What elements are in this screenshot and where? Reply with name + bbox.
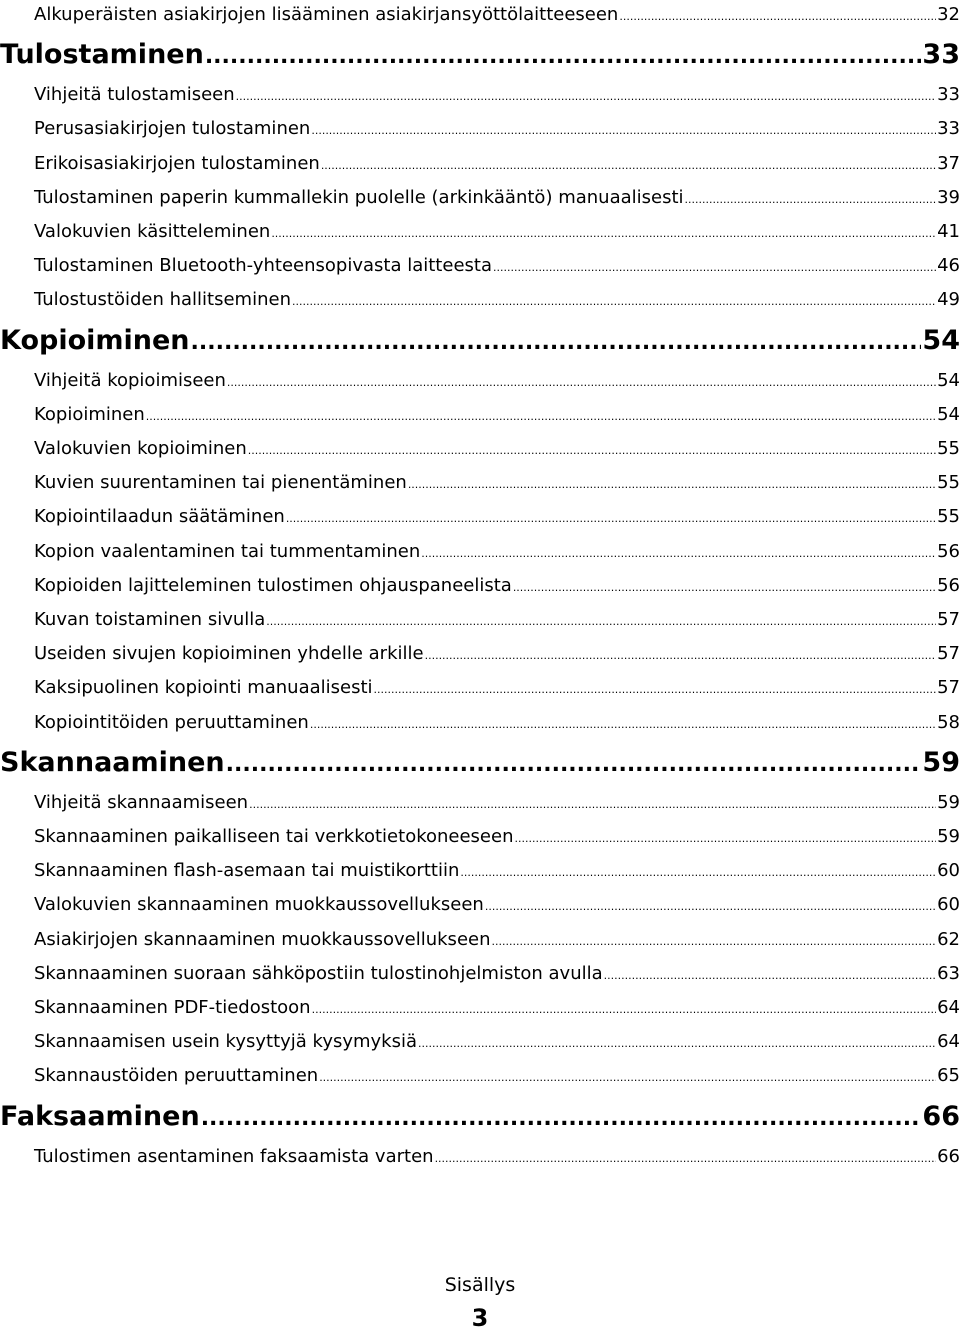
toc-entry-page: 54 (922, 324, 960, 356)
toc-entry-page: 56 (937, 574, 960, 596)
toc-entry-title: Kopiointitöiden peruuttaminen (34, 711, 309, 733)
toc-subsection-entry[interactable] (0, 1140, 960, 1174)
toc-dot-leader (201, 1096, 922, 1142)
toc-entry-page: 41 (937, 221, 960, 242)
toc-entry-title: Kuvien suurentaminen tai pienentäminen (34, 472, 407, 494)
toc-entry-page: 33 (937, 118, 960, 140)
toc-entry-title: Vihjeitä tulostamiseen (34, 84, 235, 106)
toc-dot-leader (319, 1061, 936, 1095)
toc-entry-page: 39 (937, 186, 960, 208)
toc-subsection-entry[interactable] (0, 215, 960, 249)
toc-dot-leader (515, 822, 937, 856)
toc-dot-leader (493, 251, 936, 285)
toc-entry-page: 33 (937, 84, 960, 106)
toc-entry-page: 57 (937, 677, 960, 699)
toc-entry-title: Faksaaminen (0, 1100, 200, 1132)
toc-subsection-entry[interactable] (0, 637, 960, 671)
toc-entry-title: Asiakirjojen skannaaminen muokkaussovellukseen (34, 928, 491, 950)
toc-dot-leader (146, 400, 936, 434)
toc-dot-leader (374, 673, 937, 707)
toc-subsection-entry[interactable] (0, 888, 960, 922)
toc-entry-page: 55 (937, 506, 960, 528)
toc-entry-page: 57 (937, 609, 960, 630)
toc-entry-page: 66 (937, 1145, 960, 1167)
toc-entry-page: 63 (937, 962, 960, 984)
toc-entry-title: Skannaamisen usein kysyttyjä kysymyksiä (34, 1031, 418, 1053)
toc-entry-page: 55 (937, 438, 960, 459)
toc-entry-title: Kaksipuolinen kopiointi manuaalisesti (34, 677, 373, 699)
toc-entry-title: Erikoisasiakirjojen tulostaminen (34, 152, 320, 174)
toc-entry-page: 62 (937, 928, 960, 950)
toc-subsection-entry[interactable] (0, 283, 960, 317)
toc-dot-leader (205, 34, 922, 80)
toc-dot-leader (604, 959, 936, 993)
toc-entry-title: Skannaaminen PDF-tiedostoon (34, 997, 311, 1018)
toc-entry-page: 59 (922, 746, 960, 778)
toc-entry-title: Tulostaminen paperin kummallekin puolelle (arkinkääntö) manuaalisesti (34, 186, 684, 208)
toc-subsection-entry[interactable] (0, 500, 960, 534)
toc-dot-leader (492, 925, 937, 959)
toc-entry-title: Tulostimen asentaminen faksaamista varten (34, 1145, 434, 1167)
toc-entry-title: Kopioiminen (0, 324, 190, 356)
toc-entry-title: Vihjeitä kopioimiseen (34, 369, 226, 391)
toc-entry-page: 32 (937, 4, 960, 25)
toc-subsection-entry[interactable] (0, 923, 960, 957)
toc-entry-title: Tulostaminen Bluetooth-yhteensopivasta laitteesta (34, 255, 492, 277)
toc-entry-page: 37 (937, 152, 960, 174)
toc-entry-title: Skannaaminen suoraan sähköpostiin tulostinohjelmiston avulla (34, 962, 603, 984)
toc-entry-page: 64 (937, 997, 960, 1018)
toc-section-entry[interactable] (0, 740, 960, 786)
toc-dot-leader (425, 639, 937, 673)
toc-entry-title: Kopiointilaadun säätäminen (34, 506, 285, 528)
toc-subsection-entry[interactable] (0, 1025, 960, 1059)
toc-subsection-entry[interactable] (0, 398, 960, 432)
toc-entry-page: 55 (937, 472, 960, 494)
toc-entry-page: 65 (937, 1065, 960, 1087)
toc-subsection-entry[interactable] (0, 854, 960, 888)
toc-entry-title: Kopioiminen (34, 403, 145, 425)
toc-dot-leader (226, 742, 922, 788)
toc-dot-leader (248, 434, 936, 468)
toc-entry-page: 60 (937, 860, 960, 882)
toc-dot-leader (460, 856, 936, 890)
toc-dot-leader (292, 285, 936, 319)
toc-dot-leader (227, 366, 936, 400)
toc-entry-page: 66 (922, 1100, 960, 1132)
toc-subsection-entry[interactable] (0, 364, 960, 398)
toc-dot-leader (485, 890, 936, 924)
toc-entry-title: Alkuperäisten asiakirjojen lisääminen asiakirjansyöttölaitteeseen (34, 4, 619, 25)
toc-entry-title: Valokuvien kopioiminen (34, 438, 247, 459)
footer-section-label: Sisällys (444, 1274, 516, 1296)
toc-entry-title: Skannaaminen flash-asemaan tai muistikorttiin (34, 860, 460, 882)
toc-entry-title: Skannaustöiden peruuttaminen (34, 1065, 319, 1087)
toc-dot-leader (408, 468, 936, 502)
toc-entry-page: 54 (937, 403, 960, 425)
toc-subsection-entry[interactable] (0, 820, 960, 854)
footer-page-number: 3 (471, 1304, 489, 1332)
toc-entry-title: Vihjeitä skannaamiseen (34, 791, 249, 813)
toc-dot-leader (266, 605, 936, 639)
toc-subsection-entry[interactable] (0, 112, 960, 146)
toc-entry-page: 54 (937, 369, 960, 391)
toc-subsection-entry[interactable] (0, 603, 960, 637)
toc-subsection-entry[interactable] (0, 535, 960, 569)
toc-subsection-entry[interactable] (0, 1059, 960, 1093)
toc-entry-page: 59 (937, 826, 960, 847)
toc-dot-leader (286, 502, 936, 536)
toc-dot-leader (312, 993, 937, 1027)
toc-entry-title: Valokuvien käsitteleminen (34, 221, 271, 242)
toc-entry-title: Skannaaminen (0, 746, 225, 778)
toc-entry-title: Kopion vaalentaminen tai tummentaminen (34, 540, 421, 562)
toc-dot-leader (271, 217, 936, 251)
toc-entry-title: Useiden sivujen kopioiminen yhdelle arkille (34, 643, 424, 665)
toc-subsection-entry[interactable] (0, 249, 960, 283)
toc-dot-leader (619, 0, 936, 34)
toc-subsection-entry[interactable] (0, 671, 960, 705)
toc-entry-page: 60 (937, 894, 960, 916)
toc-entry-page: 58 (937, 711, 960, 733)
toc-subsection-entry[interactable] (0, 569, 960, 603)
toc-dot-leader (321, 149, 936, 183)
toc-dot-leader (249, 788, 936, 822)
toc-entry-title: Kuvan toistaminen sivulla (34, 609, 266, 630)
toc-subsection-entry[interactable] (0, 466, 960, 500)
toc-entry-title: Tulostustöiden hallitseminen (34, 289, 291, 311)
toc-entry-title: Tulostaminen (0, 39, 204, 71)
toc-entry-page: 59 (937, 791, 960, 813)
toc-dot-leader (418, 1027, 936, 1061)
toc-subsection-entry[interactable] (0, 991, 960, 1025)
toc-dot-leader (685, 183, 937, 217)
toc-dot-leader (310, 708, 936, 742)
toc-dot-leader (191, 320, 922, 366)
toc-subsection-entry[interactable] (0, 706, 960, 740)
toc-section-entry[interactable] (0, 318, 960, 364)
toc-dot-leader (513, 571, 936, 605)
toc-subsection-entry[interactable] (0, 0, 960, 32)
toc-entry-page: 57 (937, 643, 960, 665)
toc-subsection-entry[interactable] (0, 147, 960, 181)
toc-subsection-entry[interactable] (0, 786, 960, 820)
toc-dot-leader (311, 114, 936, 148)
toc-dot-leader (236, 80, 936, 114)
toc-entry-page: 56 (937, 540, 960, 562)
toc-subsection-entry[interactable] (0, 78, 960, 112)
toc-entry-title: Skannaaminen paikalliseen tai verkkotietokoneeseen (34, 826, 514, 847)
toc-entry-page: 46 (937, 255, 960, 277)
toc-subsection-entry[interactable] (0, 181, 960, 215)
toc-entry-title: Perusasiakirjojen tulostaminen (34, 118, 311, 140)
toc-entry-page: 64 (937, 1031, 960, 1053)
toc-entry-page: 49 (937, 289, 960, 311)
toc-section-entry[interactable] (0, 1094, 960, 1140)
toc-subsection-entry[interactable] (0, 432, 960, 466)
toc-section-entry[interactable] (0, 32, 960, 78)
toc-entry-title: Kopioiden lajitteleminen tulostimen ohjauspaneelista (34, 574, 512, 596)
toc-entry-title: Valokuvien skannaaminen muokkaussovellukseen (34, 894, 484, 916)
toc-dot-leader (435, 1142, 937, 1176)
page-footer (0, 1274, 960, 1332)
toc-entry-page: 33 (922, 39, 960, 71)
toc-dot-leader (421, 537, 936, 571)
toc-subsection-entry[interactable] (0, 957, 960, 991)
